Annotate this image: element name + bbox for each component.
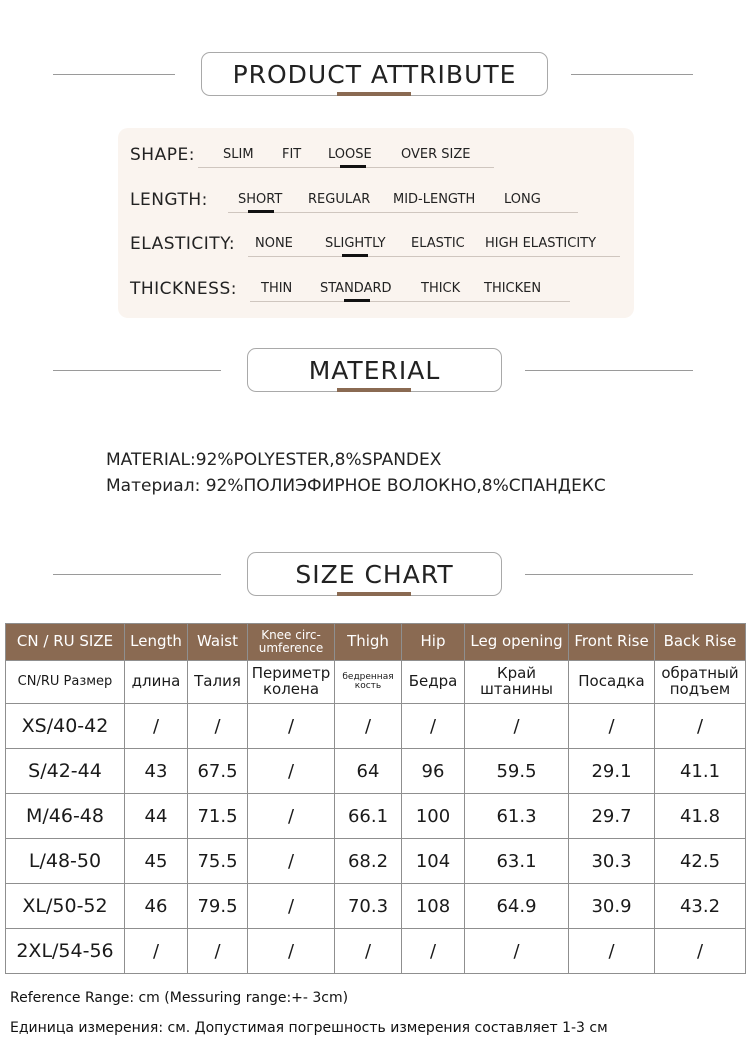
header-row-ru — [6, 661, 746, 704]
attr-option: HIGH ELASTICITY — [485, 236, 597, 251]
header-cell: Front Rise — [569, 624, 655, 661]
product-attribute-header — [0, 52, 750, 102]
attr-option-selected: SHORT — [238, 192, 283, 207]
header-cell: Waist — [188, 624, 248, 661]
value-cell: 29.1 — [569, 749, 655, 794]
size-table — [5, 623, 746, 974]
value-cell: / — [569, 929, 655, 974]
attr-underline — [250, 301, 570, 302]
value-cell: 29.7 — [569, 794, 655, 839]
header-cell-ru: Талия — [188, 661, 248, 704]
value-cell: / — [569, 704, 655, 749]
divider-right — [525, 370, 693, 371]
value-cell: 64.9 — [465, 884, 569, 929]
size-cell: XS/40-42 — [6, 704, 125, 749]
value-cell: / — [248, 929, 335, 974]
value-cell: 45 — [125, 839, 188, 884]
size-cell: M/46-48 — [6, 794, 125, 839]
selected-marker — [248, 210, 274, 213]
value-cell: 64 — [335, 749, 402, 794]
header-cell: Knee circ-umference — [248, 624, 335, 661]
value-cell: / — [402, 929, 465, 974]
value-cell: / — [465, 929, 569, 974]
table-row — [6, 884, 746, 929]
value-cell: 30.3 — [569, 839, 655, 884]
value-cell: 43 — [125, 749, 188, 794]
attr-row-shape — [118, 141, 634, 173]
table-row — [6, 839, 746, 884]
header-cell-ru: CN/RU Размер — [6, 661, 125, 704]
accent-bar — [337, 592, 411, 596]
accent-bar — [337, 92, 411, 96]
attr-option: LONG — [504, 192, 541, 207]
size-chart-header — [0, 552, 750, 602]
size-cell: XL/50-52 — [6, 884, 125, 929]
table-row — [6, 929, 746, 974]
value-cell: / — [655, 929, 746, 974]
attr-option: THIN — [261, 281, 293, 296]
attr-option: ELASTIC — [411, 236, 465, 251]
header-cell: CN / RU SIZE — [6, 624, 125, 661]
header-cell-ru: Край штанины — [465, 661, 569, 704]
size-cell: S/42-44 — [6, 749, 125, 794]
section-title: PRODUCT ATTRIBUTE — [201, 52, 548, 96]
header-cell-ru: Периметр колена — [248, 661, 335, 704]
selected-marker — [340, 165, 366, 168]
header-cell-ru: обратный подъем — [655, 661, 746, 704]
attr-label: SHAPE: — [130, 145, 195, 165]
attr-option: REGULAR — [308, 192, 371, 207]
header-cell: Leg opening — [465, 624, 569, 661]
header-cell: Hip — [402, 624, 465, 661]
attr-option: OVER SIZE — [401, 147, 471, 162]
attr-option: SLIM — [223, 147, 254, 162]
value-cell: / — [335, 704, 402, 749]
attr-row-thickness — [118, 275, 634, 307]
header-cell-ru: Бедра — [402, 661, 465, 704]
table-row — [6, 794, 746, 839]
value-cell: / — [402, 704, 465, 749]
size-cell: 2XL/54-56 — [6, 929, 125, 974]
header-cell-ru: Посадка — [569, 661, 655, 704]
section-title: SIZE CHART — [247, 552, 502, 596]
value-cell: 41.8 — [655, 794, 746, 839]
value-cell: 96 — [402, 749, 465, 794]
value-cell: 63.1 — [465, 839, 569, 884]
material-en: MATERIAL:92%POLYESTER,8%SPANDEX — [106, 450, 442, 470]
value-cell: 67.5 — [188, 749, 248, 794]
value-cell: 75.5 — [188, 839, 248, 884]
attribute-panel — [118, 128, 634, 318]
header-cell: Length — [125, 624, 188, 661]
value-cell: 71.5 — [188, 794, 248, 839]
attr-label: LENGTH: — [130, 190, 208, 210]
value-cell: 42.5 — [655, 839, 746, 884]
attr-option: THICKEN — [484, 281, 542, 296]
attr-row-elasticity — [118, 230, 634, 262]
value-cell: / — [125, 929, 188, 974]
value-cell: / — [248, 884, 335, 929]
attr-underline — [248, 256, 620, 257]
attr-label: THICKNESS: — [130, 279, 237, 299]
attr-option: NONE — [255, 236, 293, 251]
table-row — [6, 749, 746, 794]
material-ru: Материал: 92%ПОЛИЭФИРНОЕ ВОЛОКНО,8%СПАНДЕКС — [106, 476, 606, 496]
footnote-ru: Единица измерения: см. Допустимая погрешность измерения составляет 1-3 см — [10, 1020, 608, 1036]
header-row-en — [6, 624, 746, 661]
attr-underline — [228, 212, 578, 213]
attr-option-selected: SLIGHTLY — [325, 236, 386, 251]
value-cell: 46 — [125, 884, 188, 929]
material-header — [0, 348, 750, 398]
divider-right — [571, 74, 693, 75]
value-cell: 43.2 — [655, 884, 746, 929]
value-cell: / — [335, 929, 402, 974]
selected-marker — [342, 254, 368, 257]
value-cell: 61.3 — [465, 794, 569, 839]
selected-marker — [344, 299, 370, 302]
value-cell: / — [248, 839, 335, 884]
section-title: MATERIAL — [247, 348, 502, 392]
value-cell: 44 — [125, 794, 188, 839]
value-cell: 68.2 — [335, 839, 402, 884]
value-cell: 41.1 — [655, 749, 746, 794]
accent-bar — [337, 388, 411, 392]
value-cell: / — [248, 749, 335, 794]
attr-option: FIT — [282, 147, 302, 162]
header-cell-ru: бедренная кость — [335, 661, 402, 704]
value-cell: / — [188, 929, 248, 974]
value-cell: / — [465, 704, 569, 749]
value-cell: / — [248, 794, 335, 839]
divider-left — [53, 370, 221, 371]
value-cell: 66.1 — [335, 794, 402, 839]
value-cell: / — [655, 704, 746, 749]
divider-left — [53, 574, 221, 575]
divider-left — [53, 74, 175, 75]
attr-row-length — [118, 186, 634, 218]
size-cell: L/48-50 — [6, 839, 125, 884]
value-cell: 30.9 — [569, 884, 655, 929]
value-cell: 108 — [402, 884, 465, 929]
attr-option: THICK — [421, 281, 461, 296]
divider-right — [525, 574, 693, 575]
value-cell: 100 — [402, 794, 465, 839]
value-cell: / — [188, 704, 248, 749]
header-cell-ru: длина — [125, 661, 188, 704]
table-row — [6, 704, 746, 749]
value-cell: / — [248, 704, 335, 749]
attr-label: ELASTICITY: — [130, 234, 236, 254]
value-cell: 59.5 — [465, 749, 569, 794]
value-cell: / — [125, 704, 188, 749]
value-cell: 70.3 — [335, 884, 402, 929]
header-cell: Thigh — [335, 624, 402, 661]
footnote-en: Reference Range: cm (Messuring range:+- 3cm) — [10, 990, 349, 1006]
attr-option: MID-LENGTH — [393, 192, 476, 207]
header-cell: Back Rise — [655, 624, 746, 661]
attr-option-selected: STANDARD — [320, 281, 392, 296]
value-cell: 104 — [402, 839, 465, 884]
value-cell: 79.5 — [188, 884, 248, 929]
attr-option-selected: LOOSE — [328, 147, 372, 162]
